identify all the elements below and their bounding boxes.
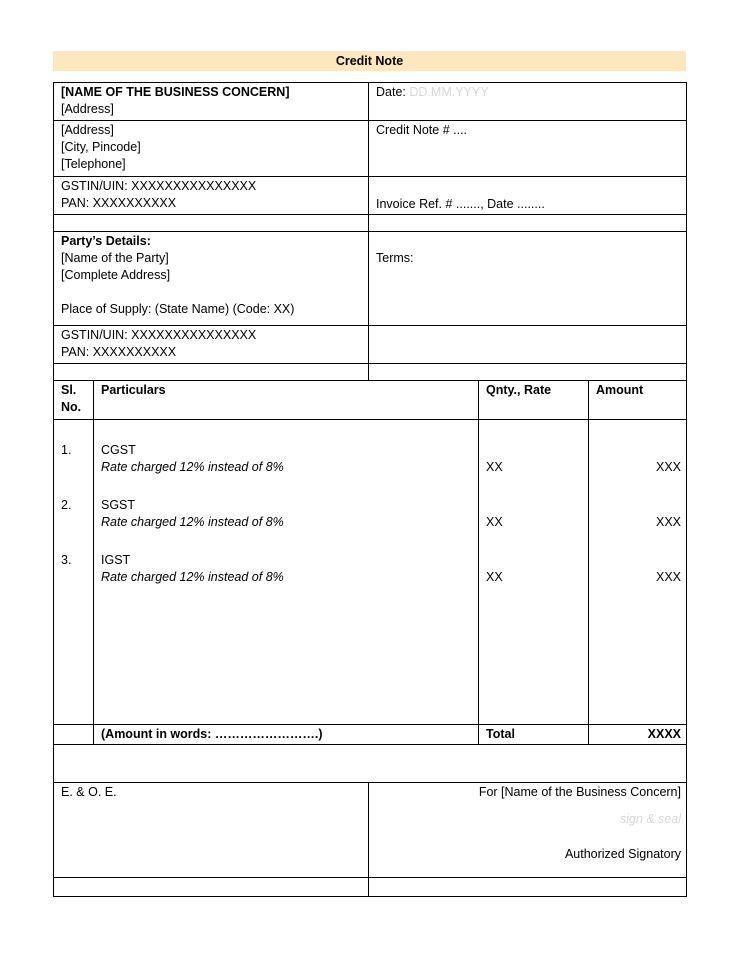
business-telephone: [Telephone] — [61, 157, 126, 171]
item-sl: 2. — [54, 496, 94, 532]
item-qty: XX — [479, 551, 589, 587]
spacer-row-cell — [54, 215, 369, 232]
item-name: IGST — [101, 553, 131, 567]
date-value[interactable]: DD.MM.YYYY — [409, 85, 489, 99]
business-address-2: [Address] — [61, 123, 114, 137]
item-particulars — [94, 551, 479, 587]
document-title: Credit Note — [53, 51, 686, 71]
item-row — [54, 496, 687, 532]
item-desc: Rate charged 12% instead of 8% — [101, 570, 284, 584]
item-desc: Rate charged 12% instead of 8% — [101, 460, 284, 474]
spacer-row-cell — [54, 364, 369, 381]
eoe-text: E. & O. E. — [61, 785, 117, 799]
business-pan: PAN: XXXXXXXXXX — [61, 196, 177, 210]
footer-bottom-left — [54, 878, 369, 897]
amount-in-words: (Amount in words: …………………….) — [94, 724, 479, 744]
items-header-row — [54, 381, 687, 419]
item-amount: XXX — [589, 551, 687, 587]
credit-note-number-text[interactable]: Credit Note # .... — [376, 123, 468, 137]
item-sl: 1. — [54, 441, 94, 477]
col-sl-line2: No. — [61, 400, 82, 414]
col-particulars: Particulars — [94, 381, 479, 419]
footer-table — [53, 745, 687, 898]
terms-cell — [369, 232, 687, 326]
item-row — [54, 441, 687, 477]
date-cell — [369, 83, 687, 121]
item-desc: Rate charged 12% instead of 8% — [101, 515, 284, 529]
party-tax-right — [369, 326, 687, 364]
col-qty-rate: Qnty., Rate — [479, 381, 589, 419]
items-table — [53, 381, 687, 745]
party-details-block — [54, 232, 369, 326]
col-sl-line1: Sl. — [61, 383, 77, 397]
item-amount: XXX — [589, 441, 687, 477]
total-label: Total — [479, 724, 589, 744]
business-city: [City, Pincode] — [61, 140, 141, 154]
business-block-2 — [54, 121, 369, 177]
party-gstin: GSTIN/UIN: XXXXXXXXXXXXXXX — [61, 328, 257, 342]
place-of-supply: Place of Supply: (State Name) (Code: XX) — [61, 302, 295, 316]
item-qty: XX — [479, 441, 589, 477]
terms-label: Terms: — [376, 251, 414, 265]
item-name: SGST — [101, 498, 136, 512]
credit-note-sheet — [53, 51, 686, 897]
total-row-sl — [54, 724, 94, 744]
footer-bottom-right — [369, 878, 687, 897]
party-name: [Name of the Party] — [61, 251, 169, 265]
item-row — [54, 551, 687, 587]
invoice-ref-cell — [369, 177, 687, 215]
credit-note-number — [369, 121, 687, 177]
authorized-signatory: Authorized Signatory — [564, 847, 681, 861]
spacer-row-cell — [369, 215, 687, 232]
party-pan: PAN: XXXXXXXXXX — [61, 345, 177, 359]
header-table — [53, 82, 687, 381]
sign-seal: sign & seal — [619, 812, 681, 826]
for-business: For [Name of the Business Concern] — [478, 785, 681, 799]
spacer-row-cell — [369, 364, 687, 381]
item-qty: XX — [479, 496, 589, 532]
party-address: [Complete Address] — [61, 268, 171, 282]
footer-spacer — [54, 745, 687, 783]
total-value: XXXX — [589, 724, 687, 744]
item-name: CGST — [101, 443, 136, 457]
party-heading: Party’s Details: — [61, 234, 151, 248]
item-sl: 3. — [54, 551, 94, 587]
business-name: [NAME OF THE BUSINESS CONCERN] — [61, 85, 290, 99]
business-block — [54, 83, 369, 121]
business-address-1: [Address] — [61, 102, 114, 116]
eoe-cell — [54, 783, 369, 878]
item-amount: XXX — [589, 496, 687, 532]
col-amount: Amount — [589, 381, 687, 419]
business-tax-block — [54, 177, 369, 215]
invoice-ref[interactable]: Invoice Ref. # ......., Date ........ — [376, 197, 545, 211]
date-label: Date: — [376, 85, 406, 99]
total-row — [54, 724, 687, 744]
party-tax-block — [54, 326, 369, 364]
item-particulars — [94, 496, 479, 532]
col-sl — [54, 381, 94, 419]
signature-cell — [369, 783, 687, 878]
item-particulars — [94, 441, 479, 477]
business-gstin: GSTIN/UIN: XXXXXXXXXXXXXXX — [61, 179, 257, 193]
